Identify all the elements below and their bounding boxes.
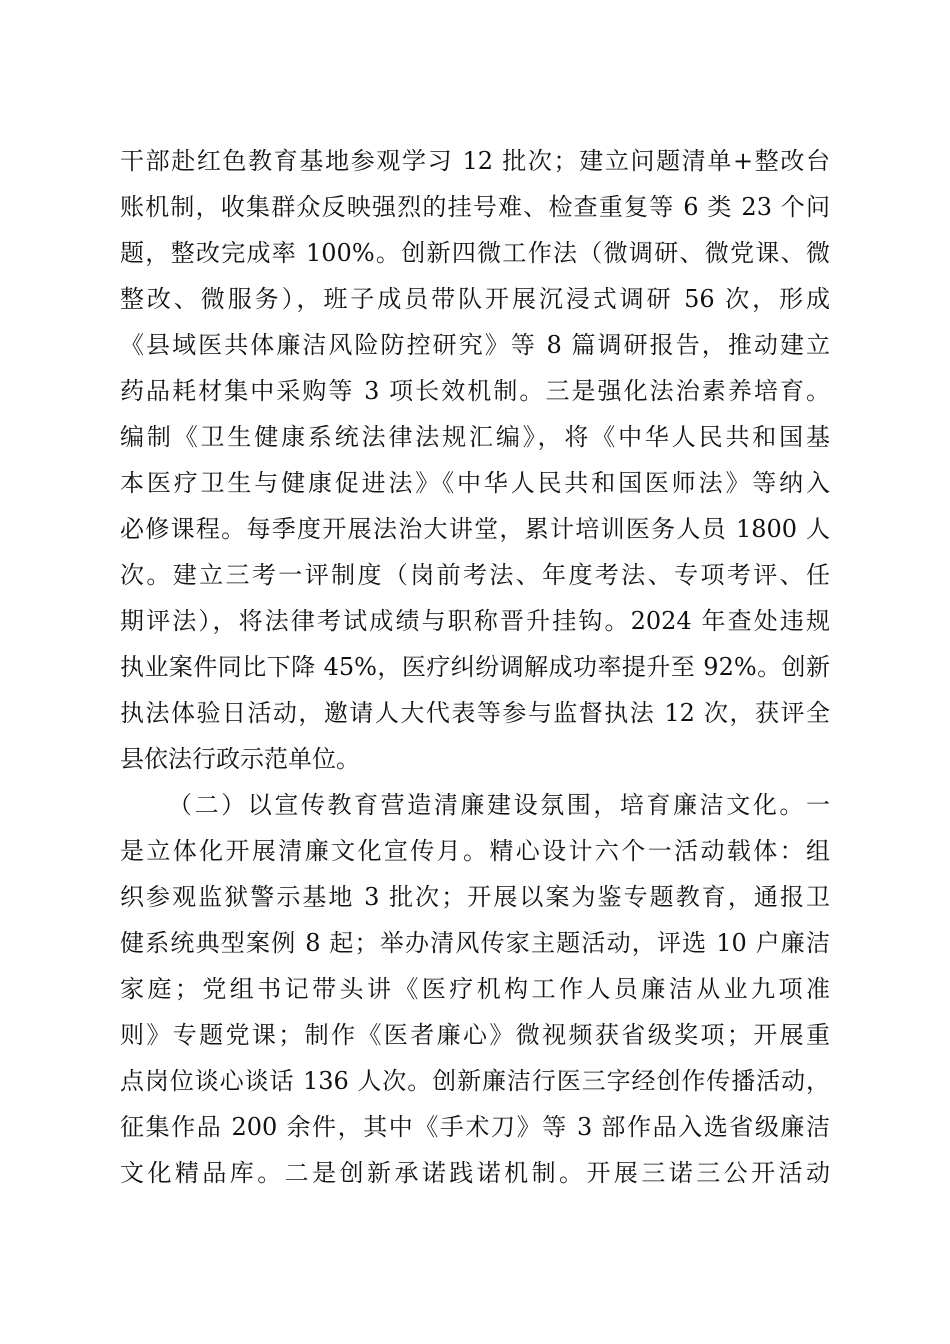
text-line: 点岗位谈心谈话 136 人次。创新廉洁行医三字经创作传播活动， xyxy=(120,1067,830,1095)
text-line: 征集作品 200 余件，其中《手术刀》等 3 部作品入选省级廉洁 xyxy=(120,1113,830,1141)
text-line: 必修课程。每季度开展法治大讲堂，累计培训医务人员 1800 人 xyxy=(120,515,830,543)
text-line: 干部赴红色教育基地参观学习 12 批次；建立问题清单+整改台 xyxy=(120,147,830,175)
text-line: 是立体化开展清廉文化宣传月。精心设计六个一活动载体：组 xyxy=(120,837,830,865)
text-line: 文化精品库。二是创新承诺践诺机制。开展三诺三公开活动 xyxy=(120,1159,830,1187)
document-body xyxy=(120,138,830,1196)
text-line: 执法体验日活动，邀请人大代表等参与监督执法 12 次，获评全 xyxy=(120,699,830,727)
text-line: 期评法），将法律考试成绩与职称晋升挂钩。2024 年查处违规 xyxy=(120,607,830,635)
section-heading-line: （二）以宣传教育营造清廉建设氛围，培育廉洁文化。一 xyxy=(168,791,830,819)
text-line: 则》专题党课；制作《医者廉心》微视频获省级奖项；开展重 xyxy=(120,1021,830,1049)
text-line: 整改、微服务），班子成员带队开展沉浸式调研 56 次，形成 xyxy=(120,285,830,313)
text-line: 家庭；党组书记带头讲《医疗机构工作人员廉洁从业九项准 xyxy=(120,975,830,1003)
text-line: 题，整改完成率 100%。创新四微工作法（微调研、微党课、微 xyxy=(120,239,830,267)
text-line: 织参观监狱警示基地 3 批次；开展以案为鉴专题教育，通报卫 xyxy=(120,883,830,911)
text-line: 账机制，收集群众反映强烈的挂号难、检查重复等 6 类 23 个问 xyxy=(120,193,830,221)
text-line: 执业案件同比下降 45%，医疗纠纷调解成功率提升至 92%。创新 xyxy=(120,653,830,681)
text-line: 药品耗材集中采购等 3 项长效机制。三是强化法治素养培育。 xyxy=(120,377,830,405)
text-line: 编制《卫生健康系统法律法规汇编》，将《中华人民共和国基 xyxy=(120,423,830,451)
text-line: 次。建立三考一评制度（岗前考法、年度考法、专项考评、任 xyxy=(120,561,830,589)
text-line: 健系统典型案例 8 起；举办清风传家主题活动，评选 10 户廉洁 xyxy=(120,929,830,957)
text-line: 《县域医共体廉洁风险防控研究》等 8 篇调研报告，推动建立 xyxy=(120,331,830,359)
text-line: 本医疗卫生与健康促进法》《中华人民共和国医师法》等纳入 xyxy=(120,469,830,497)
text-line: 县依法行政示范单位。 xyxy=(120,745,360,773)
